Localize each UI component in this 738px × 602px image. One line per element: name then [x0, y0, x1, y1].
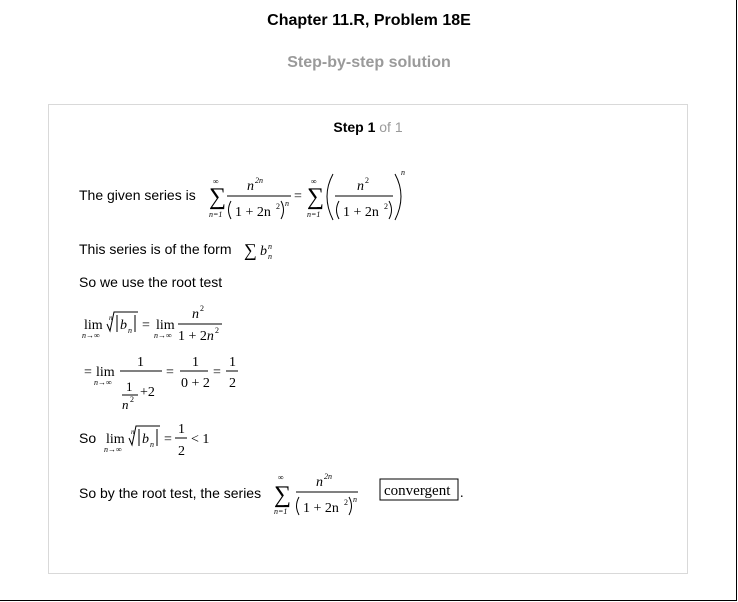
- series-form-formula: [242, 238, 292, 266]
- page-subtitle: Step-by-step solution: [287, 54, 451, 71]
- svg-text:n=1: n=1: [307, 210, 321, 219]
- svg-text:.: .: [460, 486, 464, 501]
- svg-text:n: n: [128, 326, 132, 335]
- svg-text:n→∞: n→∞: [104, 445, 122, 454]
- svg-text:2: 2: [178, 444, 185, 459]
- svg-text:n→∞: n→∞: [154, 331, 172, 340]
- svg-text:b: b: [142, 432, 149, 447]
- root-test-intro-text: So we use the root test: [79, 274, 223, 290]
- svg-text:=: =: [166, 365, 174, 380]
- svg-text:=: =: [84, 365, 92, 380]
- svg-text:lim: lim: [96, 365, 115, 380]
- svg-text:1 + 2n: 1 + 2n: [235, 205, 271, 220]
- svg-text:1 + 2n: 1 + 2n: [178, 329, 214, 344]
- svg-text:∑: ∑: [209, 184, 227, 210]
- svg-text:n: n: [401, 168, 405, 177]
- svg-text:2: 2: [384, 202, 388, 211]
- svg-text:2: 2: [344, 498, 348, 507]
- svg-text:=: =: [142, 318, 150, 333]
- svg-text:1: 1: [137, 355, 144, 370]
- svg-text:n: n: [316, 475, 323, 490]
- step-label: Step 1: [333, 119, 376, 135]
- svg-text:n: n: [122, 397, 129, 412]
- svg-text:1: 1: [229, 355, 236, 370]
- svg-text:∑: ∑: [274, 482, 292, 508]
- svg-text:< 1: < 1: [191, 432, 210, 447]
- svg-text:2: 2: [365, 176, 369, 185]
- svg-text:n→∞: n→∞: [82, 331, 100, 340]
- convergent-result: convergent: [384, 483, 451, 499]
- svg-text:2: 2: [276, 202, 280, 211]
- svg-text:2: 2: [200, 304, 204, 313]
- svg-text:+2: +2: [140, 385, 155, 400]
- svg-text:n: n: [285, 199, 289, 208]
- given-series-formula: [205, 168, 415, 226]
- svg-text:2n: 2n: [324, 472, 332, 481]
- svg-text:n: n: [192, 307, 199, 322]
- svg-text:2: 2: [130, 395, 134, 404]
- svg-text:=: =: [294, 189, 302, 204]
- svg-text:n=1: n=1: [274, 507, 288, 516]
- svg-text:∞: ∞: [311, 177, 317, 186]
- svg-text:2: 2: [229, 376, 236, 391]
- svg-text:b: b: [120, 318, 127, 333]
- svg-text:n: n: [353, 495, 357, 504]
- svg-text:∑: ∑: [244, 240, 257, 260]
- svg-text:n→∞: n→∞: [94, 378, 112, 387]
- svg-text:lim: lim: [156, 318, 175, 333]
- svg-text:n: n: [109, 314, 113, 322]
- svg-text:∞: ∞: [213, 177, 219, 186]
- svg-text:0 + 2: 0 + 2: [181, 376, 210, 391]
- series-form-text: This series is of the form: [79, 241, 232, 257]
- svg-text:n=1: n=1: [209, 210, 223, 219]
- page-title: Chapter 11.R, Problem 18E: [267, 12, 471, 29]
- svg-text:=: =: [164, 432, 172, 447]
- given-series-text: The given series is: [79, 187, 196, 203]
- svg-text:1: 1: [178, 422, 185, 437]
- svg-text:n: n: [268, 242, 272, 251]
- root-test-computation: [82, 302, 252, 414]
- svg-text:2n: 2n: [255, 176, 263, 185]
- conclusion-text: So by the root test, the series: [79, 485, 262, 501]
- svg-text:∞: ∞: [278, 473, 284, 482]
- svg-text:=: =: [213, 365, 221, 380]
- svg-text:b: b: [260, 244, 267, 259]
- step-count: of 1: [379, 119, 403, 135]
- svg-text:2: 2: [215, 326, 219, 335]
- svg-text:n: n: [357, 179, 364, 194]
- limit-result-formula: [104, 422, 214, 462]
- svg-text:1 + 2n: 1 + 2n: [303, 501, 339, 516]
- svg-text:1: 1: [192, 355, 199, 370]
- svg-text:lim: lim: [84, 318, 103, 333]
- svg-text:n: n: [131, 428, 135, 436]
- svg-text:n: n: [268, 252, 272, 261]
- svg-text:n: n: [247, 179, 254, 194]
- svg-text:1 + 2n: 1 + 2n: [343, 205, 379, 220]
- svg-text:1: 1: [126, 379, 133, 394]
- conclusion-series-formula: [272, 466, 472, 522]
- so-text: So: [79, 430, 97, 446]
- step-indicator: [49, 119, 687, 135]
- svg-text:∑: ∑: [307, 184, 325, 210]
- svg-text:lim: lim: [106, 432, 125, 447]
- svg-text:n: n: [150, 440, 154, 449]
